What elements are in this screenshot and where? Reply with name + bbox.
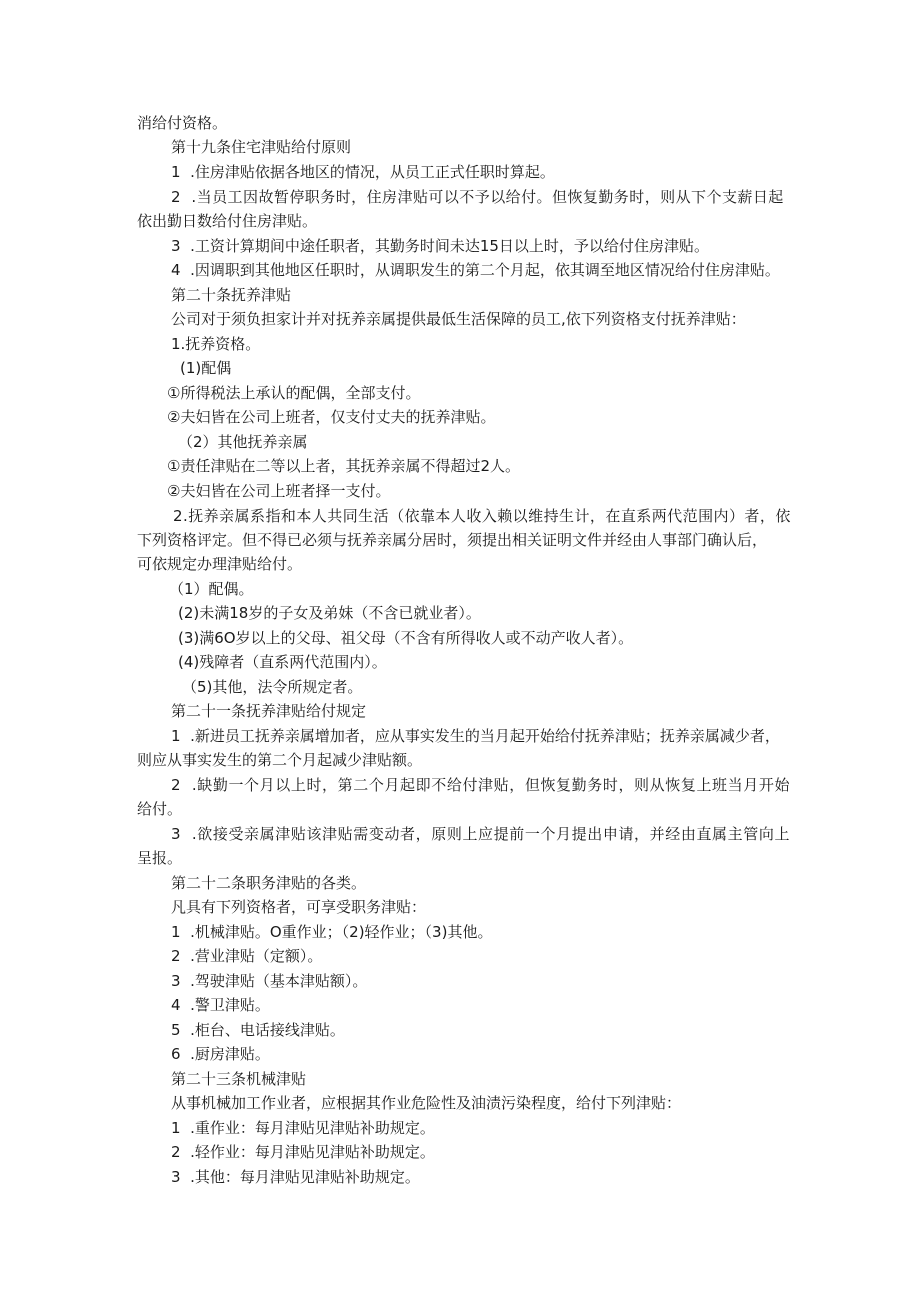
article-heading: 第二十二条职务津贴的各类。 — [171, 874, 367, 892]
list-item: 1 .住房津贴依据各地区的情况，从员工正式任职时算起。 — [171, 163, 555, 181]
list-item: 3 .欲接受亲属津贴该津贴需变动者，原则上应提前一个月提出申请，并经由直属主管向上 — [171, 825, 791, 843]
sub-item: （1）配偶。 — [169, 580, 254, 598]
paragraph-line: 呈报。 — [137, 849, 183, 867]
paragraph-line: 凡具有下列资格者，可享受职务津贴： — [171, 898, 427, 916]
paragraph-line: 消给付资格。 — [137, 114, 228, 132]
paragraph-line: 公司对于须负担家计并对抚养亲属提供最低生活保障的员工,依下列资格支付抚养津贴： — [171, 310, 746, 328]
sub-item: (1)配偶 — [180, 359, 232, 377]
list-item: 2 .缺勤一个月以上时，第二个月起即不给付津贴，但恢复勤务时，则从恢复上班当月开始 — [171, 776, 791, 794]
list-item: 3 .驾驶津贴（基本津贴额）。 — [171, 972, 368, 990]
sub-item: ②夫妇皆在公司上班者，仅支付丈夫的抚养津贴。 — [167, 408, 496, 426]
list-item: 1 .新进员工抚养亲属增加者，应从事实发生的当月起开始给付抚养津贴；抚养亲属减少者， — [171, 727, 780, 745]
list-item: 1 .重作业：每月津贴见津贴补助规定。 — [171, 1119, 435, 1137]
paragraph-line: 依出勤日数给付住房津贴。 — [137, 212, 318, 230]
sub-item: (4)残障者（直系两代范围内）。 — [178, 653, 387, 671]
article-heading: 第二十条抚养津贴 — [171, 286, 292, 304]
article-heading: 第十九条住宅津贴给付原则 — [171, 138, 352, 156]
paragraph-line: 可依规定办理津贴给付。 — [137, 555, 303, 573]
paragraph-line: 从事机械加工作业者，应根据其作业危险性及油渍污染程度，给付下列津贴： — [171, 1094, 682, 1112]
list-item: 4 .警卫津贴。 — [171, 996, 270, 1014]
sub-item: ①责任津贴在二等以上者，其抚养亲属不得超过2人。 — [167, 457, 520, 475]
list-item: 6 .厨房津贴。 — [171, 1045, 270, 1063]
sub-item: （5)其他，法令所规定者。 — [182, 678, 363, 696]
sub-item: （2）其他抚养亲属 — [178, 433, 308, 451]
list-item: 3 .工资计算期间中途任职者，其勤务时间未达15日以上时，予以给付住房津贴。 — [171, 237, 709, 255]
list-item: 2 .营业津贴（定额）。 — [171, 947, 323, 965]
list-item: 4 .因调职到其他地区任职时，从调职发生的第二个月起，依其调至地区情况给付住房津贴。 — [171, 261, 780, 279]
paragraph-line: 则应从事实发生的第二个月起减少津贴额。 — [137, 751, 423, 769]
sub-item: (2)未满18岁的子女及弟妹（不含已就业者）。 — [178, 604, 481, 622]
list-item: 2 .轻作业：每月津贴见津贴补助规定。 — [171, 1143, 435, 1161]
list-item: 2.抚养亲属系指和本人共同生活（依靠本人收入赖以维持生计，在直系两代范围内）者，依 — [173, 507, 791, 525]
list-item: 5 .柜台、电话接线津贴。 — [171, 1021, 345, 1039]
list-item: 1 .机械津贴。O重作业；（2)轻作业；（3)其他。 — [171, 923, 493, 941]
sub-item: (3)满6O岁以上的父母、祖父母（不含有所得收人或不动产收人者）。 — [178, 629, 634, 647]
list-item: 1.抚养资格。 — [171, 335, 261, 353]
list-item: 3 .其他：每月津贴见津贴补助规定。 — [171, 1168, 420, 1186]
list-item: 2 .当员工因故暂停职务时，住房津贴可以不予以给付。但恢复勤务时，则从下个支薪日起 — [171, 188, 784, 206]
article-heading: 第二十一条抚养津贴给付规定 — [171, 702, 367, 720]
sub-item: ①所得税法上承认的配偶，全部支付。 — [167, 384, 421, 402]
paragraph-line: 给付。 — [137, 800, 183, 818]
sub-item: ②夫妇皆在公司上班者择一支付。 — [167, 482, 391, 500]
paragraph-line: 下列资格评定。但不得已必须与抚养亲属分居时，须提出相关证明文件并经由人事部门确认后， — [137, 531, 768, 549]
article-heading: 第二十三条机械津贴 — [171, 1070, 307, 1088]
